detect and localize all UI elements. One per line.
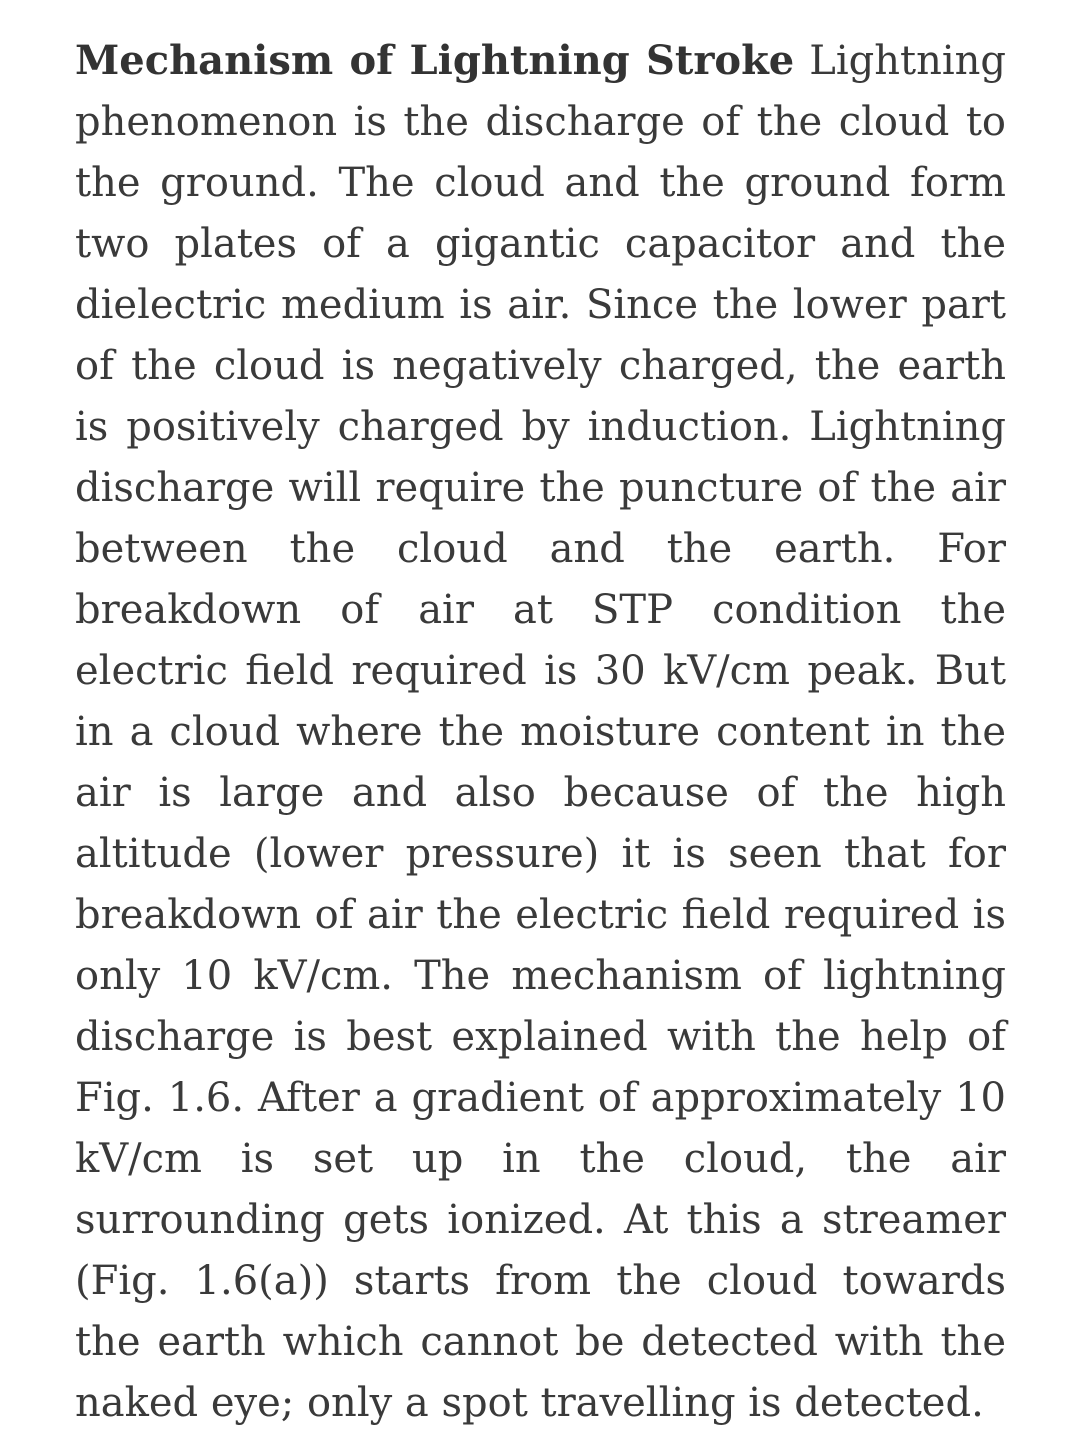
document-page — [75, 30, 1006, 1434]
section-heading: Mechanism of Lightning Stroke — [75, 37, 795, 84]
body-paragraph — [75, 30, 1006, 1434]
paragraph-text: Lightning phenomenon is the discharge of the cloud to the ground. The cloud and the ground form two plates of a gigantic capacitor and the dielectric medium is air. Since the lower part of the cloud is negatively charged, the earth is positively charged by induction. Lightning discharge will require the puncture of the air between the cloud and the earth. For breakdown of air at STP condition the electric field required is 30 kV/cm peak. But in a cloud where the moisture content in the air is large and also because of the high altitude (lower pressure) it is seen that for breakdown of air the electric field required is only 10 kV/cm. The mechanism of lightning discharge is best explained with the help of Fig. 1.6. After a gradient of approximately 10 kV/cm is set up in the cloud, the air surrounding gets ionized. At this a streamer (Fig. 1.6(a)) starts from the cloud towards the earth which cannot be detected with the naked eye; only a spot travelling is detected. — [75, 38, 1006, 1426]
